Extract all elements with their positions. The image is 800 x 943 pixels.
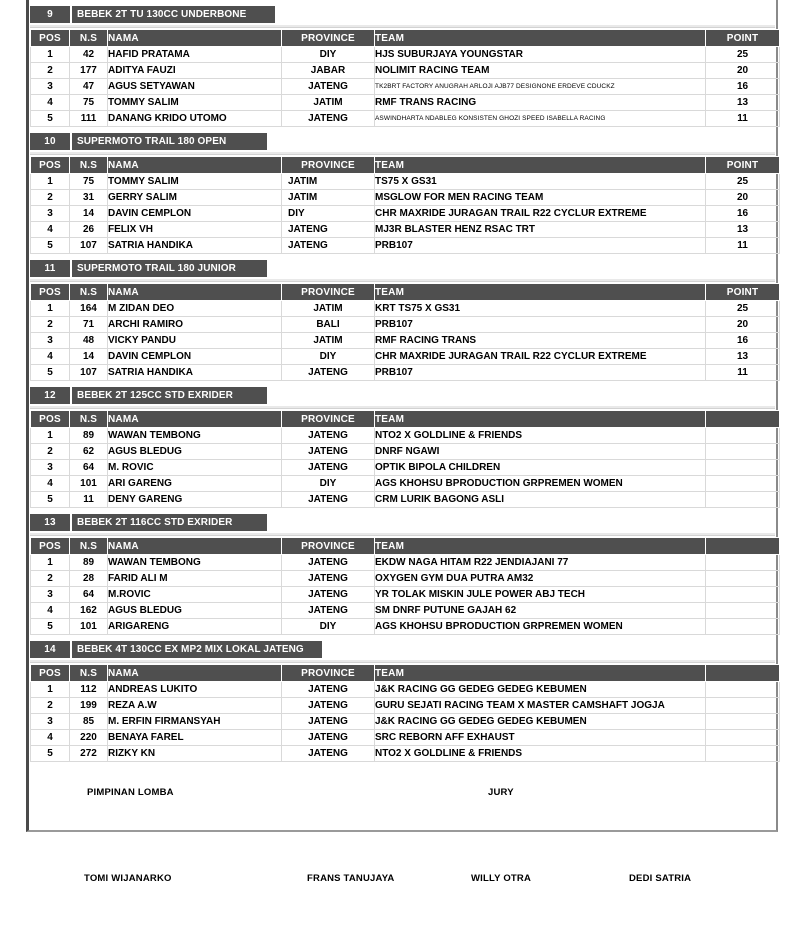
section-title: SUPERMOTO TRAIL 180 JUNIOR — [72, 260, 267, 277]
cell-ns: 162 — [70, 603, 108, 619]
table-header-row — [31, 30, 780, 47]
cell-point — [706, 619, 780, 635]
class-section — [30, 387, 775, 508]
cell-nama: SATRIA HANDIKA — [108, 365, 282, 381]
cell-pos: 4 — [31, 95, 70, 111]
column-header-team: TEAM — [375, 284, 706, 301]
section-title: BEBEK 2T 125CC STD EXRIDER — [72, 387, 267, 404]
cell-team: OPTIK BIPOLA CHILDREN — [375, 460, 706, 476]
cell-province: JATIM — [282, 333, 375, 349]
column-header-pos: POS — [31, 30, 70, 47]
cell-team: AGS KHOHSU BPRODUCTION GRPREMEN WOMEN — [375, 476, 706, 492]
cell-pos: 2 — [31, 317, 70, 333]
cell-ns: 85 — [70, 714, 108, 730]
table-header-row — [31, 284, 780, 301]
results-table — [30, 156, 780, 254]
cell-ns: 220 — [70, 730, 108, 746]
table-header-row — [31, 665, 780, 682]
cell-nama: DENY GARENG — [108, 492, 282, 508]
cell-team: RMF RACING TRANS — [375, 333, 706, 349]
column-header-province: PROVINCE — [282, 411, 375, 428]
section-number: 12 — [30, 387, 70, 404]
cell-province: JATENG — [282, 111, 375, 127]
cell-team: MJ3R BLASTER HENZ RSAC TRT — [375, 222, 706, 238]
section-number: 10 — [30, 133, 70, 150]
cell-ns: 26 — [70, 222, 108, 238]
cell-pos: 3 — [31, 587, 70, 603]
class-section — [30, 641, 775, 762]
cell-point — [706, 476, 780, 492]
cell-point: 13 — [706, 349, 780, 365]
column-header-province: PROVINCE — [282, 284, 375, 301]
column-header-team: TEAM — [375, 665, 706, 682]
cell-pos: 1 — [31, 301, 70, 317]
cell-province: JATENG — [282, 587, 375, 603]
cell-ns: 64 — [70, 460, 108, 476]
cell-point: 16 — [706, 333, 780, 349]
cell-point — [706, 603, 780, 619]
column-header-pos: POS — [31, 665, 70, 682]
cell-pos: 3 — [31, 714, 70, 730]
cell-nama: TOMMY SALIM — [108, 174, 282, 190]
column-header-point: POINT — [706, 30, 780, 47]
signatory-name-4: DEDI SATRIA — [629, 873, 692, 884]
section-rule — [30, 152, 775, 155]
sections-container — [30, 0, 775, 943]
cell-team: NTO2 X GOLDLINE & FRIENDS — [375, 428, 706, 444]
results-table — [30, 537, 780, 635]
class-section — [30, 514, 775, 635]
cell-province: DIY — [282, 47, 375, 63]
cell-province: JATENG — [282, 698, 375, 714]
cell-team: OXYGEN GYM DUA PUTRA AM32 — [375, 571, 706, 587]
section-rule — [30, 25, 775, 28]
column-header-nama: NAMA — [108, 30, 282, 47]
cell-nama: ARIGARENG — [108, 619, 282, 635]
table-row — [31, 714, 780, 730]
cell-point: 16 — [706, 79, 780, 95]
table-row — [31, 587, 780, 603]
cell-pos: 1 — [31, 682, 70, 698]
cell-ns: 14 — [70, 206, 108, 222]
section-title-bar — [30, 133, 775, 150]
column-header-nama: NAMA — [108, 284, 282, 301]
cell-team: RMF TRANS RACING — [375, 95, 706, 111]
column-header-nama: NAMA — [108, 665, 282, 682]
table-row — [31, 190, 780, 206]
cell-point: 25 — [706, 301, 780, 317]
cell-nama: REZA A.W — [108, 698, 282, 714]
column-header-team: TEAM — [375, 157, 706, 174]
section-title: BEBEK 2T 116CC STD EXRIDER — [72, 514, 267, 531]
column-header-ns: N.S — [70, 284, 108, 301]
cell-province: JATIM — [282, 174, 375, 190]
cell-ns: 75 — [70, 174, 108, 190]
cell-ns: 89 — [70, 555, 108, 571]
cell-pos: 5 — [31, 619, 70, 635]
cell-province: JATENG — [282, 555, 375, 571]
table-row — [31, 555, 780, 571]
cell-pos: 2 — [31, 63, 70, 79]
results-table — [30, 29, 780, 127]
cell-nama: HAFID PRATAMA — [108, 47, 282, 63]
section-rule — [30, 406, 775, 409]
cell-nama: AGUS BLEDUG — [108, 603, 282, 619]
cell-team: SRC REBORN AFF EXHAUST — [375, 730, 706, 746]
cell-point: 20 — [706, 63, 780, 79]
column-header-province: PROVINCE — [282, 538, 375, 555]
cell-nama: ADITYA FAUZI — [108, 63, 282, 79]
cell-province: JATENG — [282, 730, 375, 746]
results-table — [30, 410, 780, 508]
column-header-nama: NAMA — [108, 538, 282, 555]
cell-team: GURU SEJATI RACING TEAM X MASTER CAMSHAFT JOGJA — [375, 698, 706, 714]
cell-ns: 107 — [70, 365, 108, 381]
table-row — [31, 222, 780, 238]
cell-province: JATIM — [282, 95, 375, 111]
cell-team: AGS KHOHSU BPRODUCTION GRPREMEN WOMEN — [375, 619, 706, 635]
cell-nama: DAVIN CEMPLON — [108, 349, 282, 365]
cell-province: JATENG — [282, 492, 375, 508]
table-header-row — [31, 411, 780, 428]
table-row — [31, 698, 780, 714]
cell-ns: 42 — [70, 47, 108, 63]
column-header-ns: N.S — [70, 411, 108, 428]
column-header-point: POINT — [706, 284, 780, 301]
cell-pos: 3 — [31, 460, 70, 476]
column-header-ns: N.S — [70, 30, 108, 47]
cell-ns: 11 — [70, 492, 108, 508]
cell-nama: DAVIN CEMPLON — [108, 206, 282, 222]
cell-team: TK2BRT FACTORY ANUGRAH ARLOJI AJB77 DESIGNONE ERDEVE CDUCKZ — [375, 79, 706, 95]
column-header-pos: POS — [31, 157, 70, 174]
cell-ns: 272 — [70, 746, 108, 762]
cell-pos: 3 — [31, 333, 70, 349]
section-number: 9 — [30, 6, 70, 23]
cell-province: DIY — [282, 206, 375, 222]
table-row — [31, 63, 780, 79]
table-row — [31, 349, 780, 365]
cell-ns: 47 — [70, 79, 108, 95]
cell-pos: 2 — [31, 444, 70, 460]
column-header-team: TEAM — [375, 538, 706, 555]
cell-ns: 31 — [70, 190, 108, 206]
jury-label: JURY — [488, 787, 514, 798]
cell-point: 13 — [706, 222, 780, 238]
section-rule — [30, 533, 775, 536]
table-row — [31, 238, 780, 254]
cell-nama: AGUS BLEDUG — [108, 444, 282, 460]
cell-point: 13 — [706, 95, 780, 111]
section-rule — [30, 279, 775, 282]
cell-team: CHR MAXRIDE JURAGAN TRAIL R22 CYCLUR EXTREME — [375, 206, 706, 222]
cell-province: JATENG — [282, 603, 375, 619]
table-row — [31, 444, 780, 460]
column-header-team: TEAM — [375, 411, 706, 428]
table-header-row — [31, 157, 780, 174]
cell-nama: GERRY SALIM — [108, 190, 282, 206]
cell-pos: 4 — [31, 222, 70, 238]
cell-team: MSGLOW FOR MEN RACING TEAM — [375, 190, 706, 206]
cell-province: JATENG — [282, 222, 375, 238]
cell-ns: 64 — [70, 587, 108, 603]
section-number: 13 — [30, 514, 70, 531]
cell-point — [706, 698, 780, 714]
class-section — [30, 260, 775, 381]
cell-nama: ANDREAS LUKITO — [108, 682, 282, 698]
table-row — [31, 111, 780, 127]
cell-ns: 199 — [70, 698, 108, 714]
section-title-bar — [30, 6, 775, 23]
table-row — [31, 206, 780, 222]
cell-point: 11 — [706, 238, 780, 254]
cell-point: 16 — [706, 206, 780, 222]
cell-ns: 62 — [70, 444, 108, 460]
cell-pos: 1 — [31, 174, 70, 190]
cell-point: 20 — [706, 190, 780, 206]
cell-point — [706, 746, 780, 762]
table-row — [31, 301, 780, 317]
cell-nama: AGUS SETYAWAN — [108, 79, 282, 95]
cell-point — [706, 571, 780, 587]
cell-province: DIY — [282, 349, 375, 365]
column-header-point: POINT — [706, 157, 780, 174]
cell-nama: DANANG KRIDO UTOMO — [108, 111, 282, 127]
cell-pos: 4 — [31, 349, 70, 365]
cell-nama: WAWAN TEMBONG — [108, 555, 282, 571]
cell-team: CRM LURIK BAGONG ASLI — [375, 492, 706, 508]
table-row — [31, 428, 780, 444]
cell-province: JATIM — [282, 301, 375, 317]
cell-nama: ARI GARENG — [108, 476, 282, 492]
cell-province: JATENG — [282, 444, 375, 460]
table-row — [31, 333, 780, 349]
cell-province: DIY — [282, 619, 375, 635]
class-section — [30, 133, 775, 254]
signature-block — [30, 765, 775, 943]
cell-province: JATENG — [282, 571, 375, 587]
cell-province: JATENG — [282, 79, 375, 95]
table-row — [31, 603, 780, 619]
table-row — [31, 746, 780, 762]
class-section — [30, 6, 775, 127]
results-table — [30, 664, 780, 762]
cell-province: JATENG — [282, 365, 375, 381]
cell-ns: 75 — [70, 95, 108, 111]
section-title-bar — [30, 514, 775, 531]
cell-nama: FELIX VH — [108, 222, 282, 238]
cell-team: ASWINDHARTA NDABLEG KONSISTEN GHOZI SPEED ISABELLA RACING — [375, 111, 706, 127]
section-title: BEBEK 2T TU 130CC UNDERBONE — [72, 6, 275, 23]
cell-pos: 3 — [31, 206, 70, 222]
table-row — [31, 460, 780, 476]
cell-pos: 5 — [31, 111, 70, 127]
cell-ns: 89 — [70, 428, 108, 444]
cell-nama: VICKY PANDU — [108, 333, 282, 349]
cell-ns: 71 — [70, 317, 108, 333]
cell-province: JATENG — [282, 460, 375, 476]
column-header-point — [706, 665, 780, 682]
cell-pos: 4 — [31, 476, 70, 492]
section-number: 11 — [30, 260, 70, 277]
cell-team: DNRF NGAWI — [375, 444, 706, 460]
column-header-pos: POS — [31, 538, 70, 555]
table-row — [31, 619, 780, 635]
cell-pos: 1 — [31, 555, 70, 571]
cell-point — [706, 460, 780, 476]
cell-point — [706, 492, 780, 508]
column-header-province: PROVINCE — [282, 30, 375, 47]
cell-point — [706, 555, 780, 571]
column-header-province: PROVINCE — [282, 665, 375, 682]
table-row — [31, 492, 780, 508]
cell-province: JATENG — [282, 428, 375, 444]
column-header-pos: POS — [31, 284, 70, 301]
cell-team: YR TOLAK MISKIN JULE POWER ABJ TECH — [375, 587, 706, 603]
cell-team: J&K RACING GG GEDEG GEDEG KEBUMEN — [375, 714, 706, 730]
column-header-point — [706, 411, 780, 428]
cell-ns: 101 — [70, 619, 108, 635]
column-header-nama: NAMA — [108, 411, 282, 428]
column-header-point — [706, 538, 780, 555]
section-rule — [30, 660, 775, 663]
column-header-team: TEAM — [375, 30, 706, 47]
table-row — [31, 476, 780, 492]
cell-province: DIY — [282, 476, 375, 492]
section-title: BEBEK 4T 130CC EX MP2 MIX LOKAL JATENG — [72, 641, 322, 658]
cell-province: JATENG — [282, 238, 375, 254]
table-row — [31, 730, 780, 746]
section-number: 14 — [30, 641, 70, 658]
cell-point: 25 — [706, 47, 780, 63]
cell-pos: 5 — [31, 365, 70, 381]
section-title-bar — [30, 641, 775, 658]
table-row — [31, 47, 780, 63]
cell-point — [706, 730, 780, 746]
cell-nama: M. ROVIC — [108, 460, 282, 476]
cell-point: 11 — [706, 111, 780, 127]
cell-pos: 5 — [31, 746, 70, 762]
cell-team: PRB107 — [375, 238, 706, 254]
cell-team: CHR MAXRIDE JURAGAN TRAIL R22 CYCLUR EXTREME — [375, 349, 706, 365]
cell-pos: 5 — [31, 238, 70, 254]
cell-ns: 164 — [70, 301, 108, 317]
cell-pos: 2 — [31, 698, 70, 714]
column-header-nama: NAMA — [108, 157, 282, 174]
table-row — [31, 79, 780, 95]
table-row — [31, 95, 780, 111]
section-title-bar — [30, 387, 775, 404]
cell-ns: 101 — [70, 476, 108, 492]
cell-pos: 5 — [31, 492, 70, 508]
cell-nama: RIZKY KN — [108, 746, 282, 762]
cell-ns: 111 — [70, 111, 108, 127]
results-table — [30, 283, 780, 381]
cell-team: TS75 X GS31 — [375, 174, 706, 190]
section-title-bar — [30, 260, 775, 277]
table-row — [31, 682, 780, 698]
table-row — [31, 571, 780, 587]
cell-team: PRB107 — [375, 317, 706, 333]
column-header-ns: N.S — [70, 157, 108, 174]
signatory-name-1: TOMI WIJANARKO — [84, 873, 172, 884]
table-row — [31, 317, 780, 333]
cell-province: JATENG — [282, 682, 375, 698]
cell-nama: SATRIA HANDIKA — [108, 238, 282, 254]
cell-ns: 177 — [70, 63, 108, 79]
cell-team: PRB107 — [375, 365, 706, 381]
column-header-ns: N.S — [70, 665, 108, 682]
signatory-name-3: WILLY OTRA — [471, 873, 532, 884]
cell-pos: 3 — [31, 79, 70, 95]
cell-point: 25 — [706, 174, 780, 190]
cell-team: NOLIMIT RACING TEAM — [375, 63, 706, 79]
cell-nama: M ZIDAN DEO — [108, 301, 282, 317]
cell-point: 11 — [706, 365, 780, 381]
cell-team: KRT TS75 X GS31 — [375, 301, 706, 317]
cell-pos: 4 — [31, 603, 70, 619]
cell-province: BALI — [282, 317, 375, 333]
cell-nama: WAWAN TEMBONG — [108, 428, 282, 444]
cell-nama: M. ERFIN FIRMANSYAH — [108, 714, 282, 730]
cell-pos: 2 — [31, 190, 70, 206]
column-header-pos: POS — [31, 411, 70, 428]
cell-point — [706, 587, 780, 603]
cell-ns: 28 — [70, 571, 108, 587]
cell-province: JABAR — [282, 63, 375, 79]
cell-ns: 112 — [70, 682, 108, 698]
cell-point — [706, 428, 780, 444]
cell-pos: 2 — [31, 571, 70, 587]
cell-nama: FARID ALI M — [108, 571, 282, 587]
cell-ns: 48 — [70, 333, 108, 349]
table-header-row — [31, 538, 780, 555]
cell-province: JATENG — [282, 714, 375, 730]
pimpinan-lomba-label: PIMPINAN LOMBA — [87, 787, 174, 798]
cell-pos: 4 — [31, 730, 70, 746]
cell-team: J&K RACING GG GEDEG GEDEG KEBUMEN — [375, 682, 706, 698]
cell-team: EKDW NAGA HITAM R22 JENDIAJANI 77 — [375, 555, 706, 571]
cell-team: HJS SUBURJAYA YOUNGSTAR — [375, 47, 706, 63]
cell-point — [706, 714, 780, 730]
cell-point: 20 — [706, 317, 780, 333]
cell-pos: 1 — [31, 428, 70, 444]
column-header-ns: N.S — [70, 538, 108, 555]
cell-nama: TOMMY SALIM — [108, 95, 282, 111]
cell-team: NTO2 X GOLDLINE & FRIENDS — [375, 746, 706, 762]
cell-ns: 14 — [70, 349, 108, 365]
table-row — [31, 174, 780, 190]
cell-nama: M.ROVIC — [108, 587, 282, 603]
cell-team: SM DNRF PUTUNE GAJAH 62 — [375, 603, 706, 619]
cell-pos: 1 — [31, 47, 70, 63]
cell-ns: 107 — [70, 238, 108, 254]
cell-nama: BENAYA FAREL — [108, 730, 282, 746]
cell-point — [706, 444, 780, 460]
table-row — [31, 365, 780, 381]
cell-nama: ARCHI RAMIRO — [108, 317, 282, 333]
column-header-province: PROVINCE — [282, 157, 375, 174]
cell-province: JATENG — [282, 746, 375, 762]
section-title: SUPERMOTO TRAIL 180 OPEN — [72, 133, 267, 150]
cell-point — [706, 682, 780, 698]
cell-province: JATIM — [282, 190, 375, 206]
signatory-name-2: FRANS TANUJAYA — [307, 873, 395, 884]
